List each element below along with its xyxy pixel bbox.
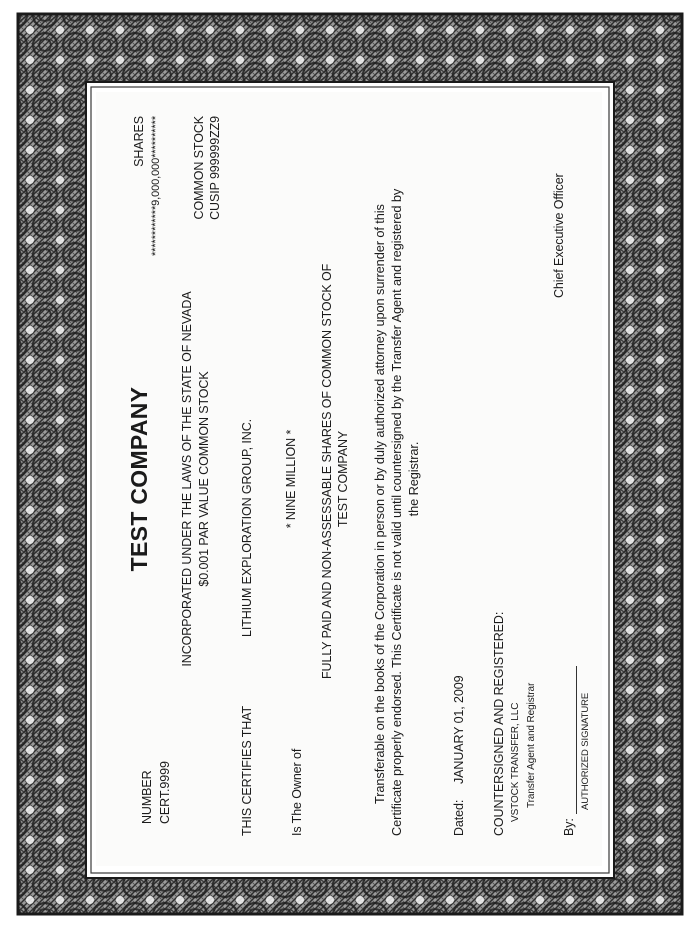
company-name: TEST COMPANY <box>126 386 152 572</box>
shares-label: SHARES <box>132 116 146 167</box>
transfer-agent-name: VSTOCK TRANSFER, LLC <box>510 702 521 822</box>
amount-in-words: * NINE MILLION * <box>284 429 298 529</box>
owner-of-label: Is The Owner of <box>290 748 304 836</box>
certificate-panel <box>96 92 602 866</box>
transfer-text-line-2: Certificate properly endorsed. This Certificate is not valid until countersigned by the Transfer Agent and registered by <box>389 188 404 836</box>
certificate-body <box>96 92 602 866</box>
number-label: NUMBER <box>140 770 154 824</box>
incorporation-line: INCORPORATED UNDER THE LAWS OF THE STATE OF NEVADA <box>180 291 194 667</box>
transfer-agent-role: Transfer Agent and Registrar <box>526 682 537 808</box>
countersigned-label: COUNTERSIGNED AND REGISTERED: <box>492 611 506 836</box>
by-label: By: <box>562 818 576 836</box>
certifies-label: THIS CERTIFIES THAT <box>240 705 254 836</box>
owner-name: LITHIUM EXPLORATION GROUP, INC. <box>240 418 254 637</box>
dated-value: JANUARY 01, 2009 <box>452 675 466 784</box>
common-stock-label: COMMON STOCK <box>192 116 206 220</box>
officer-title: Chief Executive Officer <box>552 173 566 298</box>
par-value-line: $0.001 PAR VALUE COMMON STOCK <box>197 371 211 587</box>
transfer-text-line-3: the Registrar. <box>406 441 421 517</box>
transfer-text-line-1: Transferable on the books of the Corporation in person or by duly authorized attorney upon surrender of this <box>372 204 387 804</box>
dated-label: Dated: <box>452 799 466 836</box>
cert-number: CERT.9999 <box>158 761 172 824</box>
authorized-signature-line <box>576 666 577 814</box>
cusip-number: CUSIP 999999ZZ9 <box>208 116 222 220</box>
authorized-signature-label: AUTHORIZED SIGNATURE <box>580 692 591 810</box>
shares-description-line-1: FULLY PAID AND NON-ASSESSABLE SHARES OF COMMON STOCK OF <box>320 263 334 679</box>
shares-description-line-2: TEST COMPANY <box>336 430 350 528</box>
shares-value: ************9,000,000********** <box>150 116 162 257</box>
